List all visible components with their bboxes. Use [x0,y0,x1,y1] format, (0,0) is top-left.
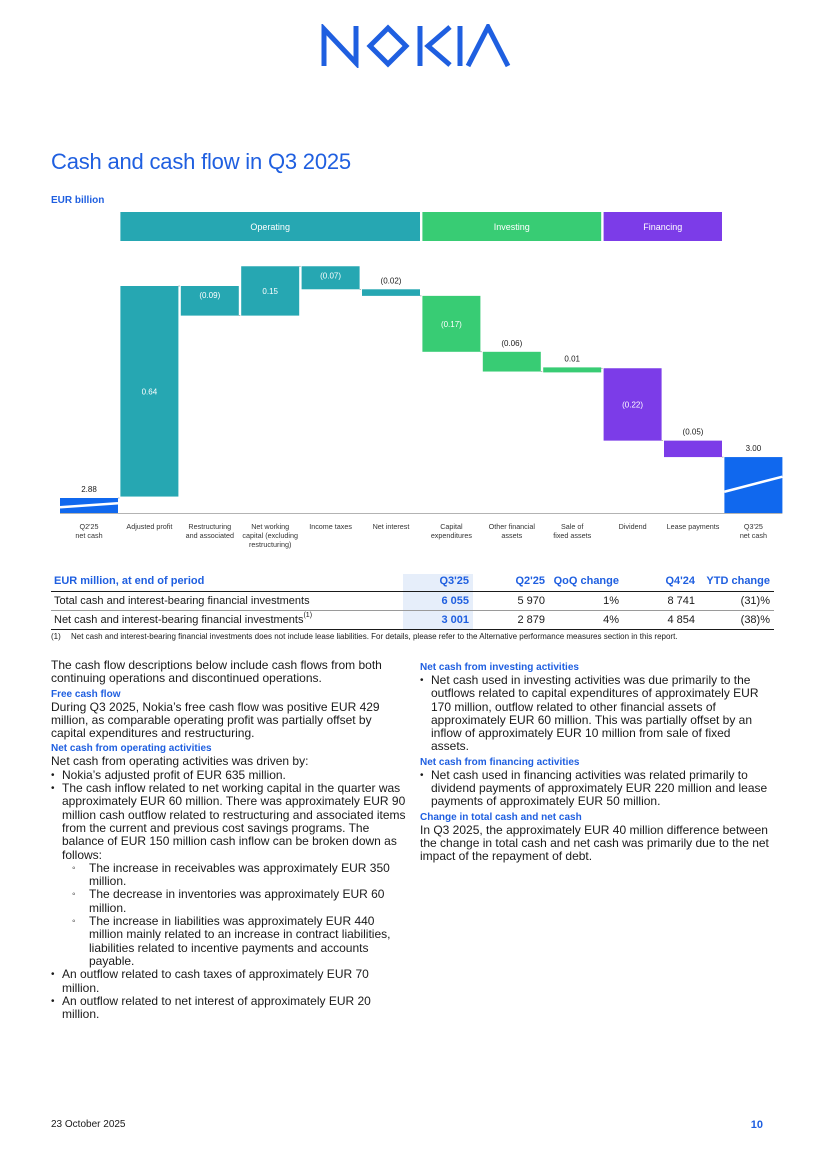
category-label: Restructuring and associated [185,522,234,540]
table-cell: 4% [549,611,623,630]
table-cell: 8 741 [623,592,699,611]
waterfall-bar [543,367,601,372]
table-row-label: Net cash and interest-bearing financial investments$^{(1)}$ [51,611,403,630]
table-cell: 6 055 [403,592,473,611]
category-label: Sale of fixed assets [553,522,592,540]
data-label: 0.15 [262,286,278,296]
footnote: (1) Net cash and interest-bearing financial investments does not include lease liabilities. For details, please refer to the Alternative performance measures section in this report. [51,632,678,641]
change-heading: Change in total cash and net cash [420,811,582,823]
table-cell: (38)% [699,611,774,630]
list-item: ◦ The decrease in inventories was approximately EUR 60 million. [62,888,406,915]
table-cell: (31)% [699,592,774,611]
table-cell: 4 854 [623,611,699,630]
table-header-q325: Q3'25 [403,574,473,592]
fcf-heading: Free cash flow [51,688,121,700]
data-label: 0.01 [564,354,580,364]
working-capital-sublist [62,862,406,968]
table-header-q424: Q4'24 [623,574,699,592]
table-row-label: Total cash and interest-bearing financial investments [51,592,403,611]
category-label: Lease payments [666,522,720,531]
table-header-label: EUR million, at end of period [51,574,403,592]
table-row [51,592,774,611]
table-header-ytd: YTD change [699,574,774,592]
category-label: Q3'25 net cash [739,522,767,540]
data-label: (0.07) [320,271,342,281]
data-label: (0.05) [682,427,704,437]
page-title: Cash and cash flow in Q3 2025 [51,149,351,174]
cash-summary-table [51,574,774,630]
financing-bullets [420,769,770,809]
list-item: • Nokia’s adjusted profit of EUR 635 million. [51,769,406,782]
category-label: Dividend [618,522,647,531]
group-label: Financing [643,222,683,232]
category-label: Q2'25 net cash [75,522,103,540]
data-label: (0.02) [380,276,402,286]
list-item: ◦ The increase in receivables was approximately EUR 350 million. [62,862,406,889]
table-cell: 3 001 [403,611,473,630]
list-item: • Net cash used in investing activities was due primarily to the outflows related to capital expenditures of approximately EUR 170 million, outflow related to other financial assets of approximately EUR 60 million. This was partially offset by an inflow of approximately EUR 10 million from sale of fixed assets. [420,674,770,754]
category-label: Net working capital (excluding restructuring) [242,522,298,549]
left-text-column [51,659,406,1021]
investing-bullets [420,674,770,754]
table-row [51,611,774,630]
nokia-logo [320,24,512,68]
fcf-paragraph: During Q3 2025, Nokia’s free cash flow was positive EUR 429 million, as comparable operating profit was partially offset by capital expenditures and restructuring. [51,699,380,741]
operating-intro: Net cash from operating activities was driven by: [51,754,309,769]
table-header-qoq: QoQ change [549,574,623,592]
waterfall-bar [362,289,420,296]
list-item: ◦ The increase in liabilities was approximately EUR 440 million mainly related to an increase in contract liabilities, liabilities related to incentive payments and accounts payable. [62,915,406,968]
list-item: • Net cash used in financing activities was related primarily to dividend payments of approximately EUR 220 million and lease payments of approximately EUR 50 million. [420,769,770,809]
table-cell: 2 879 [473,611,549,630]
investing-heading: Net cash from investing activities [420,662,579,673]
cash-flow-waterfall-chart [0,205,825,555]
list-item: • The cash inflow related to net working capital in the quarter was approximately EUR 60 million. There was approximately EUR 90 million cash outflow related to restructuring and associated items from the current and previous cost savings programs. The balance of EUR 150 million cash inflow can be broken down as follows: ◦ The increase in receivables was approximately EUR 350 million. ◦ The decrease in inventories was approximately EUR 60 million. ◦ The increase in liabilities was approximately EUR 440 million mainly related to an increase in contract liabilities, liabilities related to incentive payments and accounts payable. [51,782,406,968]
waterfall-bar [483,352,541,372]
category-label: Adjusted profit [126,522,173,531]
group-label: Investing [493,222,530,232]
operating-heading: Net cash from operating activities [51,743,212,755]
table-header-q225: Q2'25 [473,574,549,592]
waterfall-bar [664,441,722,457]
data-label: (0.17) [440,319,462,329]
table-cell: 5 970 [473,592,549,611]
financing-heading: Net cash from financing activities [420,756,580,768]
page-number: 10 [750,1119,763,1131]
data-label: 3.00 [745,444,762,454]
category-label: Capital expenditures [430,522,472,540]
footnote-ref: (1) [303,612,313,619]
change-paragraph: In Q3 2025, the approximately EUR 40 million difference between the change in total cash and net cash was primarily due to the net impact of the repayment of debt. [420,822,769,864]
group-label: Operating [250,222,290,232]
data-label: (0.06) [501,338,523,348]
table-cell: 1% [549,592,623,611]
data-label: (0.09) [199,291,221,300]
data-label: 0.64 [141,387,158,397]
list-item: • An outflow related to cash taxes of approximately EUR 70 million. [51,968,406,995]
unit-label: EUR billion [51,195,105,206]
footer-date: 23 October 2025 [51,1119,126,1130]
list-item: • An outflow related to net interest of approximately EUR 20 million. [51,995,406,1022]
table-header-row [51,574,774,592]
operating-bullets [51,769,406,1022]
category-label: Net interest [372,522,410,531]
data-label: 2.88 [81,485,97,494]
right-text-column [420,659,770,864]
category-label: Other financial assets [488,522,535,540]
category-label: Income taxes [309,522,352,531]
intro-paragraph: The cash flow descriptions below include cash flows from both continuing operations and discontinued operations. [51,658,382,686]
data-label: (0.22) [622,400,644,410]
